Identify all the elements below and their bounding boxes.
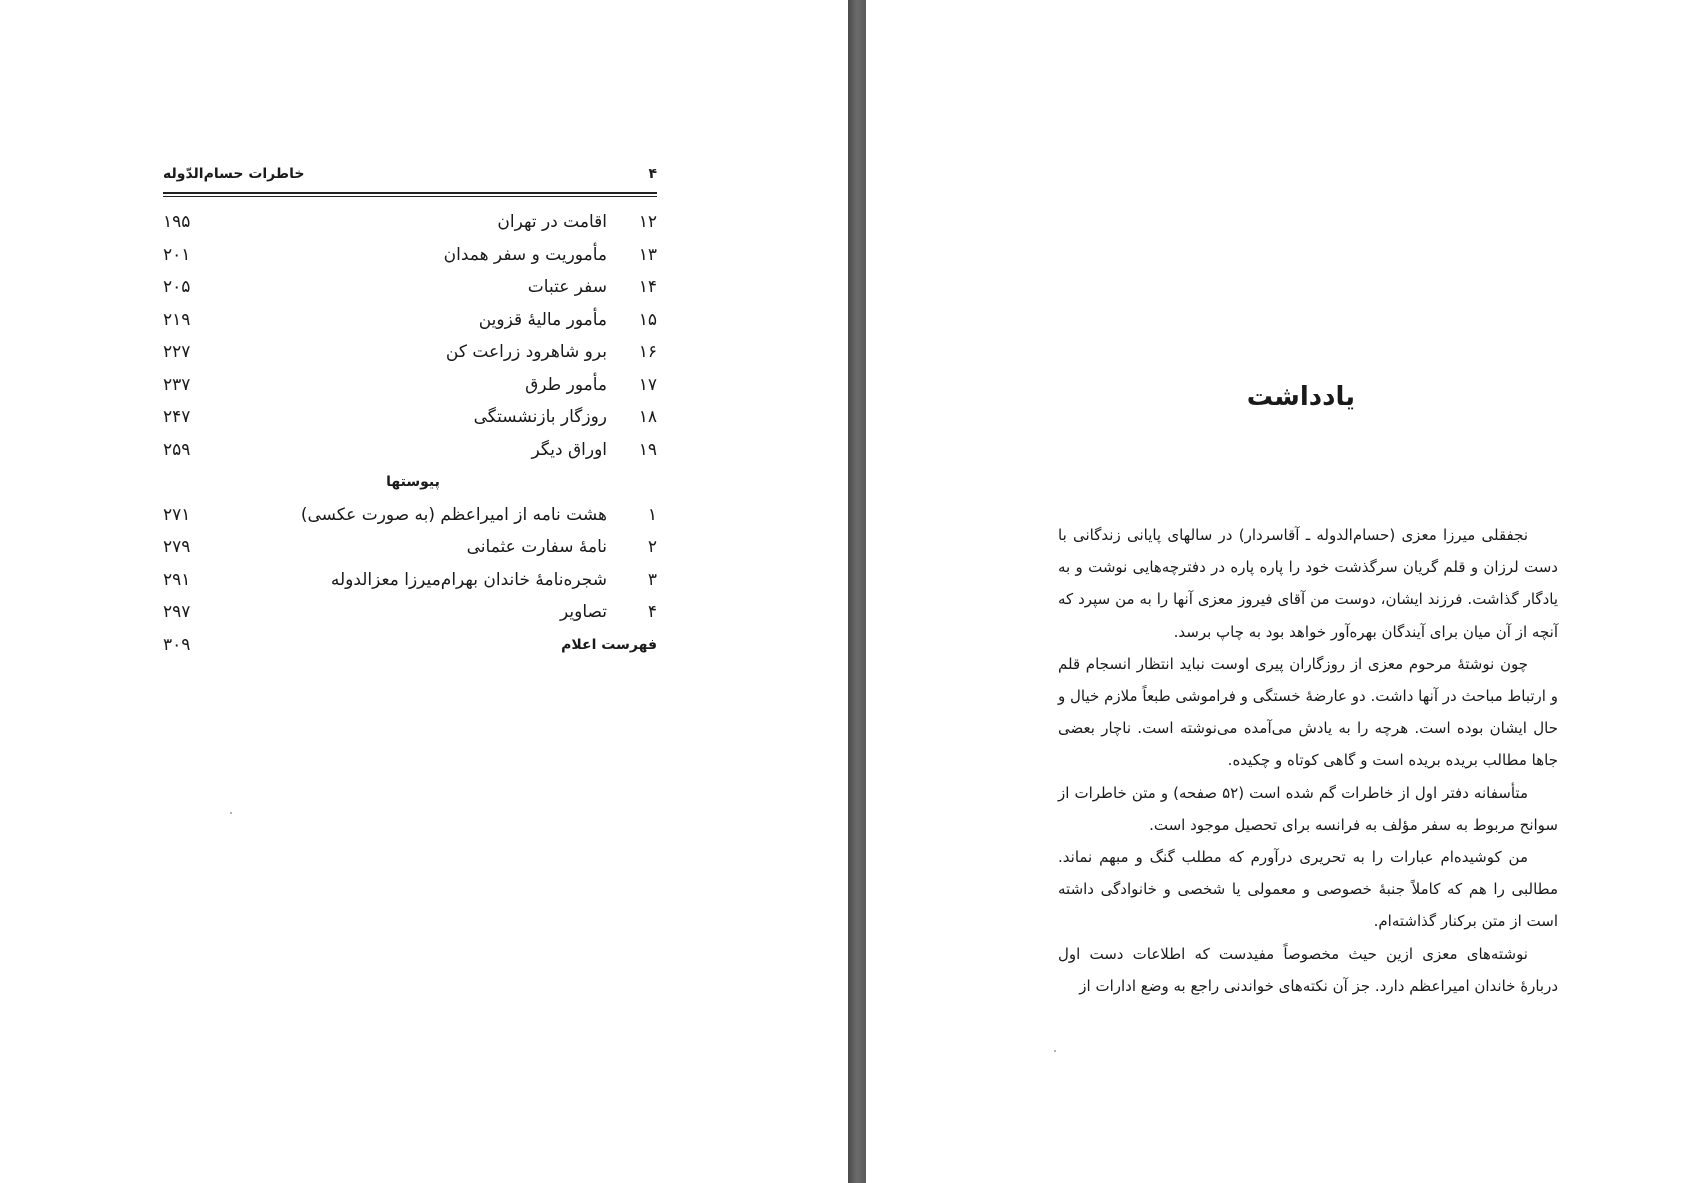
paragraph: من کوشیده‌ام عبارات را به تحریری درآورم که مطلب گنگ و مبهم نماند. مطالبی را هم که کاملاً جنبهٔ خصوصی و معمولی یا شخصی و خانوادگی داشته است از متن برکنار گذاشته‌ام. — [1058, 848, 1558, 931]
toc-chapter-number: ۱۴ — [638, 277, 657, 297]
toc-chapter-title: مأمور طرق — [525, 374, 607, 395]
page-number: ۴ — [648, 166, 657, 182]
toc-appendix-number: ۲ — [647, 537, 657, 557]
toc-row — [163, 369, 657, 402]
toc-chapter-number: ۱۳ — [638, 244, 657, 265]
header-rule-thin — [163, 196, 657, 197]
toc-page-number: ۱۹۵ — [163, 212, 191, 232]
toc-page-number: ۲۹۷ — [163, 602, 191, 622]
toc-page-number: ۲۰۱ — [163, 244, 191, 265]
toc-row — [163, 304, 657, 337]
toc-chapter-title: سفر عتبات — [527, 277, 607, 297]
toc-appendix-title: نامهٔ سفارت عثمانی — [466, 537, 607, 557]
paragraph: نوشته‌های معزی ازین حیث مخصوصاً مفیدست که اطلاعات دست اول دربارهٔ خاندان امیراعظم دارد. جز آن نکته‌های خواندنی راجع به وضع ادارات از — [1058, 944, 1558, 995]
toc-row — [163, 336, 657, 369]
toc-row — [163, 564, 657, 597]
toc-chapter-title: روزگار بازنشستگی — [473, 407, 607, 427]
toc-row — [163, 434, 657, 467]
toc-row — [163, 531, 657, 564]
toc-row — [163, 239, 657, 272]
paragraph: متأسفانه دفتر اول از خاطرات گم شده است (۵۲ صفحه) و متن خاطرات از سوانح مربوط به سفر مؤلف به فرانسه برای تحصیل موجود است. — [1058, 783, 1558, 834]
book-title: خاطرات حسام‌الدّوله — [163, 166, 305, 182]
running-header — [163, 166, 657, 188]
paragraph: نجفقلی میرزا معزی (حسام‌الدوله ـ آقاسردار) در سالهای پایانی زندگانی با دست لرزان و قلم گریان سرگذشت خود را پاره پاره در دفترچه‌هایی نوشت و به یادگار گذاشت. فرزند ایشان، دوست من آقای فیروز معزی آنها را به من سپرد که آنچه از آن میان برای آیندگان بهره‌آور خواهد بود به چاپ برسد. — [1058, 526, 1558, 641]
toc-chapter-title: اقامت در تهران — [497, 212, 607, 232]
toc-chapter-number: ۱۲ — [638, 212, 657, 232]
book-spread: ۴ خاطرات حسام‌الدّوله ۱۲ اقامت در تهران ۱۹۵ ۱۳ مأموریت و سفر همدان ۲۰۱ ۱۴ سفر عتبات ۲۰۵ ۱۵ مأمور مالیهٔ قزوین ۲۱۹ ۱۶ برو شاهرود زراعت کن ۲۲۷ ۱۷ مأمور طرق ۲۳۷ ۱۸ روزگار بازنشستگی ۲۴۷ ۱۹ اوراق دیگر ۲۵۹ پیوستها ۱ هشت نامه از امیراعظم (به صورت عکسی) ۲۷۱ ۲ نامهٔ سفارت عثمانی ۲۷۹ ۳ شجره‌نامهٔ خاندان بهرام‌میرزا معزالدوله ۲۹۱ ۴ تصاویر ۲۹۷ فهرست اعلام ۳۰۹ یادداشت نجفقلی میرزا معزی (حسام‌الدوله ـ آقاسردار) در سالهای پایانی زندگانی با دست لرزان و قلم گریان سرگذشت خود را پاره پاره در دفترچه‌هایی نوشت و به یادگار گذاشت. فرزند ایشان، دوست من آقای فیروز معزی آنها را به من سپرد که آنچه از آن میان برای آیندگان بهره‌آور خواهد بود به چاپ برسد. چون نوشتهٔ مرحوم معزی از روزگاران پیری اوست نباید انتظار انسجام قلم و ارتباط مباحث در آنها داشت. دو عارضهٔ خستگی و فراموشی طبعاً ملازم خیال و حال ایشان بوده است. هرچه را به یادش می‌آمده می‌نوشته است. ناچار بعضی جاها مطالب بریده بریده است و گاهی کوتاه و چکیده. متأسفانه دفتر اول از خاطرات گم شده است (۵۲ صفحه) و متن خاطرات از سوانح مربوط به سفر مؤلف به فرانسه برای تحصیل موجود است. من کوشیده‌ام عبارات را به تحریری درآورم که مطلب گنگ و مبهم نماند. مطالبی را هم که کاملاً جنبهٔ خصوصی و معمولی یا شخصی و خانوادگی داشته است از متن برکنار گذاشته‌ام. نوشته‌های معزی ازین حیث مخصوصاً مفیدست که اطلاعات دست اول دربارهٔ خاندان امیراعظم دارد. جز آن نکته‌های خواندنی راجع به وضع ادارات از — [0, 0, 1699, 1183]
toc-index-row — [163, 629, 657, 662]
toc-row — [163, 596, 657, 629]
scan-speck — [1054, 1050, 1056, 1052]
toc-appendix-number: ۴ — [647, 602, 657, 622]
toc-page-number: ۲۴۷ — [163, 407, 191, 427]
toc-appendix-number: ۱ — [647, 504, 657, 525]
toc-chapter-number: ۱۸ — [638, 407, 657, 427]
header-rule-thick — [163, 192, 657, 194]
toc-page-number: ۳۰۹ — [163, 634, 191, 655]
toc-page-number: ۲۵۹ — [163, 439, 191, 460]
toc-appendix-title: تصاویر — [560, 602, 607, 622]
toc-chapter-number: ۱۹ — [638, 439, 657, 460]
toc-row — [163, 206, 657, 239]
paragraph: چون نوشتهٔ مرحوم معزی از روزگاران پیری اوست نباید انتظار انسجام قلم و ارتباط مباحث در آنها داشت. دو عارضهٔ خستگی و فراموشی طبعاً ملازم خیال و حال ایشان بوده است. هرچه را به یادش می‌آمده می‌نوشته است. ناچار بعضی جاها مطالب بریده بریده است و گاهی کوتاه و چکیده. — [1058, 654, 1558, 770]
toc-chapter-number: ۱۵ — [638, 309, 657, 330]
toc-chapter-title: مأمور مالیهٔ قزوین — [478, 309, 607, 330]
scan-speck — [230, 812, 232, 814]
toc-appendix-title: هشت نامه از امیراعظم (به صورت عکسی) — [300, 504, 607, 525]
toc-chapter-number: ۱۷ — [638, 374, 657, 395]
toc-row — [163, 499, 657, 532]
toc-appendix-title: شجره‌نامهٔ خاندان بهرام‌میرزا معزالدوله — [330, 569, 607, 590]
toc-chapter-title: برو شاهرود زراعت کن — [445, 342, 607, 362]
toc-page-number: ۲۹۱ — [163, 569, 191, 590]
toc-appendix-number: ۳ — [647, 569, 657, 590]
toc-page-number: ۲۱۹ — [163, 309, 191, 330]
body-text — [1058, 519, 1558, 1002]
toc-page-number: ۲۷۱ — [163, 504, 191, 525]
toc-page-number: ۲۲۷ — [163, 342, 191, 362]
toc-page-number: ۲۰۵ — [163, 277, 191, 297]
toc-row — [163, 401, 657, 434]
toc-chapter-title: مأموریت و سفر همدان — [443, 244, 607, 265]
toc-chapter-title: اوراق دیگر — [531, 439, 607, 460]
toc-chapter-number: ۱۶ — [638, 342, 657, 362]
toc-page-number: ۲۳۷ — [163, 374, 191, 395]
book-gutter — [848, 0, 866, 1183]
toc-page-number: ۲۷۹ — [163, 537, 191, 557]
toc-index-title: فهرست اعلام — [561, 636, 657, 653]
appendix-heading: پیوستها — [386, 474, 440, 490]
table-of-contents — [163, 206, 657, 661]
toc-row — [163, 271, 657, 304]
